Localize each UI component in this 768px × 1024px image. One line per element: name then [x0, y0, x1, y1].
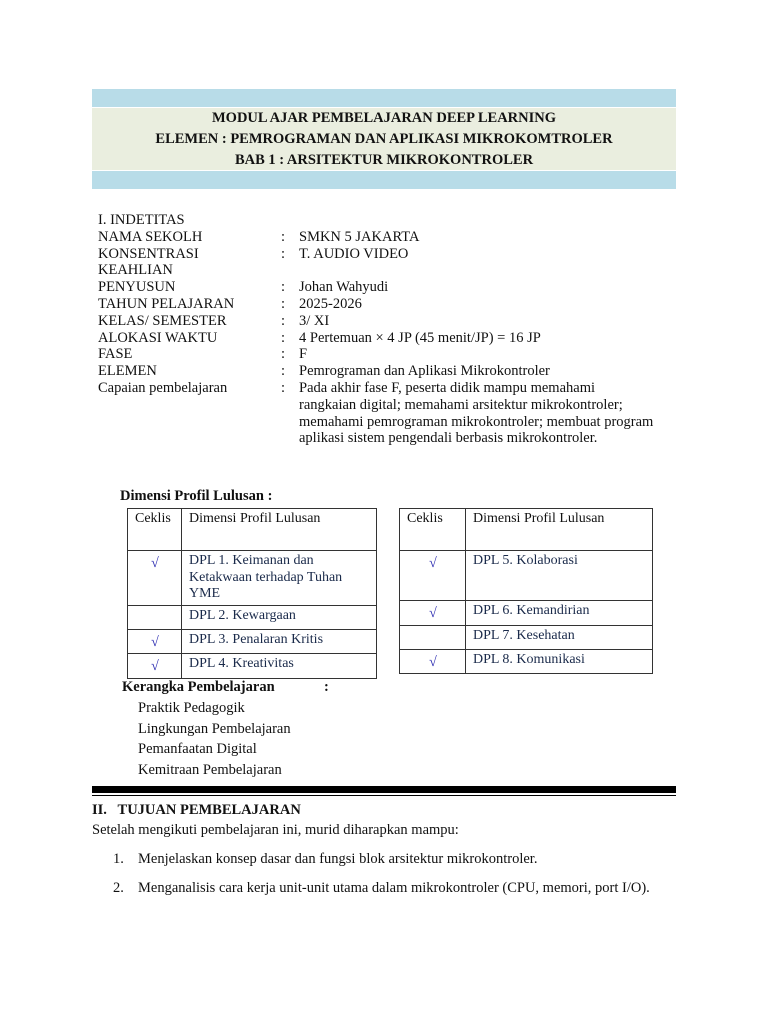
row-colon: :	[281, 329, 286, 346]
header-title: MODUL AJAR PEMBELAJARAN DEEP LEARNING	[212, 110, 556, 126]
row-colon: :	[281, 295, 286, 312]
row-colon: :	[281, 279, 286, 296]
dpl-label: DPL 3. Penalaran Kritis	[182, 629, 377, 654]
identitas-row	[98, 279, 659, 296]
row-colon: :	[281, 228, 286, 245]
header-bottom-band	[92, 171, 676, 189]
table-row	[400, 649, 653, 674]
row-label: TAHUN PELAJARAN	[98, 295, 235, 312]
identitas-row	[98, 313, 659, 330]
identitas-row	[98, 346, 659, 363]
header-element: ELEMEN : PEMROGRAMAN DAN APLIKASI MIKROKOMTROLER	[155, 131, 613, 147]
header-chapter: BAB 1 : ARSITEKTUR MIKROKONTROLER	[234, 152, 534, 168]
check-cell: √	[400, 649, 466, 674]
row-value: Pemrograman dan Aplikasi Mikrokontroler	[299, 363, 550, 380]
table-row	[128, 654, 377, 679]
list-item	[92, 879, 662, 898]
header-dimensi: Dimensi Profil Lulusan	[466, 509, 653, 551]
row-value: 4 Pertemuan × 4 JP (45 menit/JP) = 16 JP	[299, 329, 541, 346]
header-top-band	[92, 89, 676, 107]
row-label: PENYUSUN	[98, 279, 176, 296]
table-row	[400, 551, 653, 601]
tujuan-title: II. TUJUAN PEMBELAJARAN	[92, 802, 301, 818]
tujuan-intro: Setelah mengikuti pembelajaran ini, murid diharapkan mampu:	[92, 822, 459, 838]
table-header-row	[128, 509, 377, 551]
row-label: KELAS/ SEMESTER	[98, 312, 227, 329]
table-row	[400, 625, 653, 649]
document-header	[92, 108, 676, 170]
row-value: 3/ XI	[299, 312, 330, 329]
row-colon: :	[281, 379, 286, 396]
header-dimensi: Dimensi Profil Lulusan	[182, 509, 377, 551]
table-row	[128, 629, 377, 654]
header-ceklis: Ceklis	[128, 509, 182, 551]
row-value: 2025-2026	[299, 295, 362, 312]
table-header-row	[400, 509, 653, 551]
table-row	[400, 601, 653, 626]
check-cell: √	[128, 654, 182, 679]
row-value: SMKN 5 JAKARTA	[299, 228, 420, 245]
kerangka-title: Kerangka Pembelajaran	[122, 679, 275, 695]
list-item	[92, 850, 662, 869]
kerangka-list	[138, 698, 291, 781]
row-value: Pada akhir fase F, peserta didik mampu memahami rangkaian digital; memahami arsitektur mikrokontroler; memahami pemrograman mikrokontroler; membuat program aplikasi sistem pengendali berbasis mikrokontroler.	[299, 379, 654, 447]
identitas-row	[98, 229, 659, 246]
identitas-row	[98, 380, 659, 447]
check-cell: √	[400, 551, 466, 601]
check-cell: √	[128, 551, 182, 606]
list-item: Kemitraan Pembelajaran	[138, 762, 282, 779]
dpl-label: DPL 1. Keimanan dan Ketakwaan terhadap Tuhan YME	[182, 551, 377, 606]
row-value: Johan Wahyudi	[299, 279, 389, 296]
row-colon: :	[281, 346, 286, 363]
dimensi-title: Dimensi Profil Lulusan :	[120, 488, 273, 504]
row-value: F	[299, 346, 308, 363]
item-text: Menganalisis cara kerja unit-unit utama dalam mikrokontroler (CPU, memori, port I/O).	[138, 880, 650, 896]
identitas-row	[98, 330, 659, 347]
identitas-row	[98, 296, 659, 313]
row-colon: :	[281, 245, 286, 262]
row-value: T. AUDIO VIDEO	[299, 245, 409, 262]
dpl-table-left	[127, 508, 377, 679]
list-item: Pemanfaatan Digital	[138, 741, 257, 758]
header-ceklis: Ceklis	[400, 509, 466, 551]
dpl-label: DPL 2. Kewargaan	[182, 605, 377, 629]
dpl-label: DPL 8. Komunikasi	[466, 649, 653, 674]
row-label: ELEMEN	[98, 363, 157, 380]
check-cell: √	[400, 601, 466, 626]
check-cell	[400, 625, 466, 649]
row-colon: :	[281, 363, 286, 380]
identitas-heading: I. INDETITAS	[98, 212, 185, 228]
table-row	[128, 551, 377, 606]
item-number: 2.	[113, 880, 124, 896]
list-item: Praktik Pedagogik	[138, 700, 245, 716]
dpl-label: DPL 7. Kesehatan	[466, 625, 653, 649]
row-label: ALOKASI WAKTU	[98, 329, 218, 346]
kerangka-colon: :	[324, 679, 329, 695]
dpl-label: DPL 5. Kolaborasi	[466, 551, 653, 601]
identitas-section	[98, 212, 659, 447]
row-label: Capaian pembelajaran	[98, 379, 228, 396]
row-colon: :	[281, 312, 286, 329]
dpl-label: DPL 6. Kemandirian	[466, 601, 653, 626]
section-divider-thin	[92, 795, 676, 796]
check-cell: √	[128, 629, 182, 654]
identitas-row	[98, 246, 659, 280]
row-label: FASE	[98, 346, 133, 363]
identitas-row	[98, 363, 659, 380]
list-item: Lingkungan Pembelajaran	[138, 720, 291, 737]
item-number: 1.	[113, 851, 124, 867]
row-label: NAMA SEKOLH	[98, 228, 203, 245]
dpl-label: DPL 4. Kreativitas	[182, 654, 377, 679]
check-cell	[128, 605, 182, 629]
row-label: KONSENTRASI KEAHLIAN	[98, 245, 199, 279]
section-divider-thick	[92, 786, 676, 793]
table-row	[128, 605, 377, 629]
dpl-table-right	[399, 508, 653, 674]
tujuan-list	[92, 850, 662, 908]
item-text: Menjelaskan konsep dasar dan fungsi blok arsitektur mikrokontroler.	[138, 851, 538, 867]
